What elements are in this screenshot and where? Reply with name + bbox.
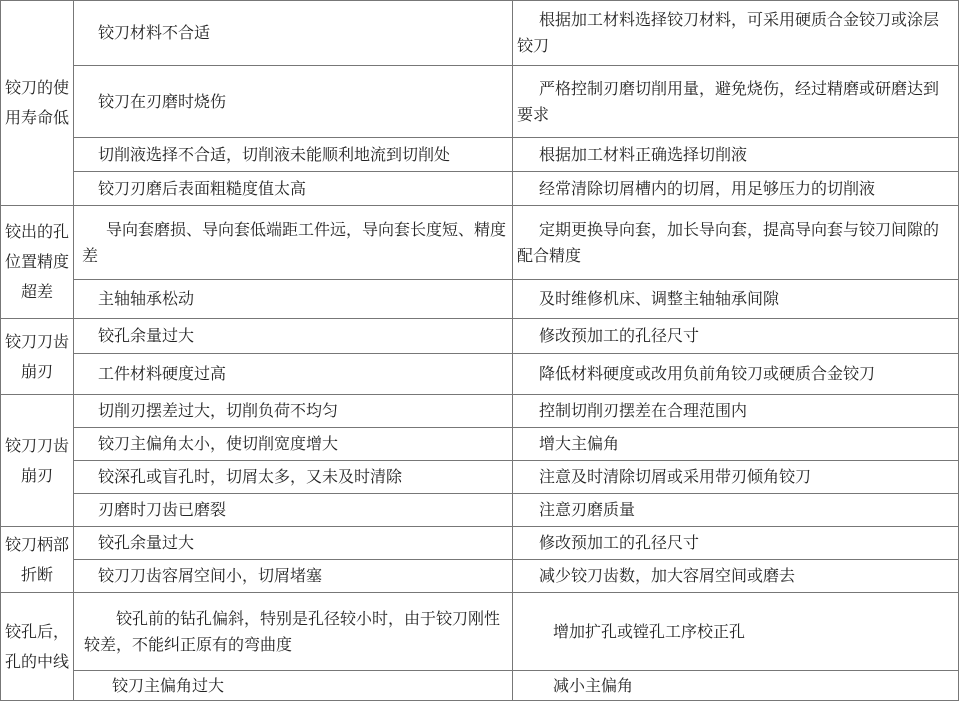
cause-cell: 切削刃摆差过大，切削负荷不均匀 [74,395,513,428]
table-row [1,527,959,560]
table-row [1,138,959,172]
table-row [1,280,959,319]
fix-cell: 降低材料硬度或改用负前角铰刀或硬质合金铰刀 [513,354,959,395]
fix-cell: 减少铰刀齿数，加大容屑空间或磨去 [513,560,959,593]
cause-cell: 铰孔余量过大 [74,319,513,354]
fix-cell: 根据加工材料选择铰刀材料，可采用硬质合金铰刀或涂层铰刀 [513,1,959,66]
fix-cell: 根据加工材料正确选择切削液 [513,138,959,172]
cause-cell: 铰孔余量过大 [74,527,513,560]
cause-cell: 铰刀刃磨后表面粗糙度值太高 [74,172,513,206]
category-cell: 铰刀刀齿崩刃 [1,395,74,527]
fix-cell: 控制切削刃摆差在合理范围内 [513,395,959,428]
table-row [1,319,959,354]
category-cell: 铰出的孔位置精度超差 [1,206,74,319]
table-row [1,428,959,461]
category-cell: 铰刀刀齿崩刃 [1,319,74,395]
table-row [1,560,959,593]
fix-cell: 注意刃磨质量 [513,494,959,527]
table-row [1,66,959,138]
table-row [1,206,959,280]
table-row [1,461,959,494]
cause-cell: 刃磨时刀齿已磨裂 [74,494,513,527]
category-cell: 铰孔后，孔的中线 [1,593,74,701]
cause-cell: 铰刀主偏角太小，使切削宽度增大 [74,428,513,461]
cause-cell: 切削液选择不合适，切削液未能顺利地流到切削处 [74,138,513,172]
cause-cell: 导向套磨损、导向套低端距工件远，导向套长度短、精度差 [74,206,513,280]
fix-cell: 增加扩孔或镗孔工序校正孔 [513,593,959,671]
fix-cell: 减小主偏角 [513,671,959,701]
fix-cell: 修改预加工的孔径尺寸 [513,527,959,560]
cause-cell: 铰孔前的钻孔偏斜，特别是孔径较小时，由于铰刀刚性较差，不能纠正原有的弯曲度 [74,593,513,671]
category-cell: 铰刀的使用寿命低 [1,1,74,206]
table-row [1,172,959,206]
cause-cell: 铰刀主偏角过大 [74,671,513,701]
fix-cell: 注意及时清除切屑或采用带刃倾角铰刀 [513,461,959,494]
table-row [1,494,959,527]
fix-cell: 修改预加工的孔径尺寸 [513,319,959,354]
fix-cell: 增大主偏角 [513,428,959,461]
cause-cell: 铰刀材料不合适 [74,1,513,66]
cause-cell: 铰深孔或盲孔时，切屑太多，又未及时清除 [74,461,513,494]
category-cell: 铰刀柄部折断 [1,527,74,593]
table-row [1,671,959,701]
table-row [1,395,959,428]
cause-cell: 铰刀刀齿容屑空间小，切屑堵塞 [74,560,513,593]
table-row [1,593,959,671]
cause-cell: 工件材料硬度过高 [74,354,513,395]
cause-cell: 铰刀在刃磨时烧伤 [74,66,513,138]
table-row [1,354,959,395]
fix-cell: 定期更换导向套，加长导向套，提高导向套与铰刀间隙的配合精度 [513,206,959,280]
fix-cell: 严格控制刃磨切削用量，避免烧伤，经过精磨或研磨达到要求 [513,66,959,138]
fix-cell: 及时维修机床、调整主轴轴承间隙 [513,280,959,319]
table-row [1,1,959,66]
cause-cell: 主轴轴承松动 [74,280,513,319]
fix-cell: 经常清除切屑槽内的切屑，用足够压力的切削液 [513,172,959,206]
